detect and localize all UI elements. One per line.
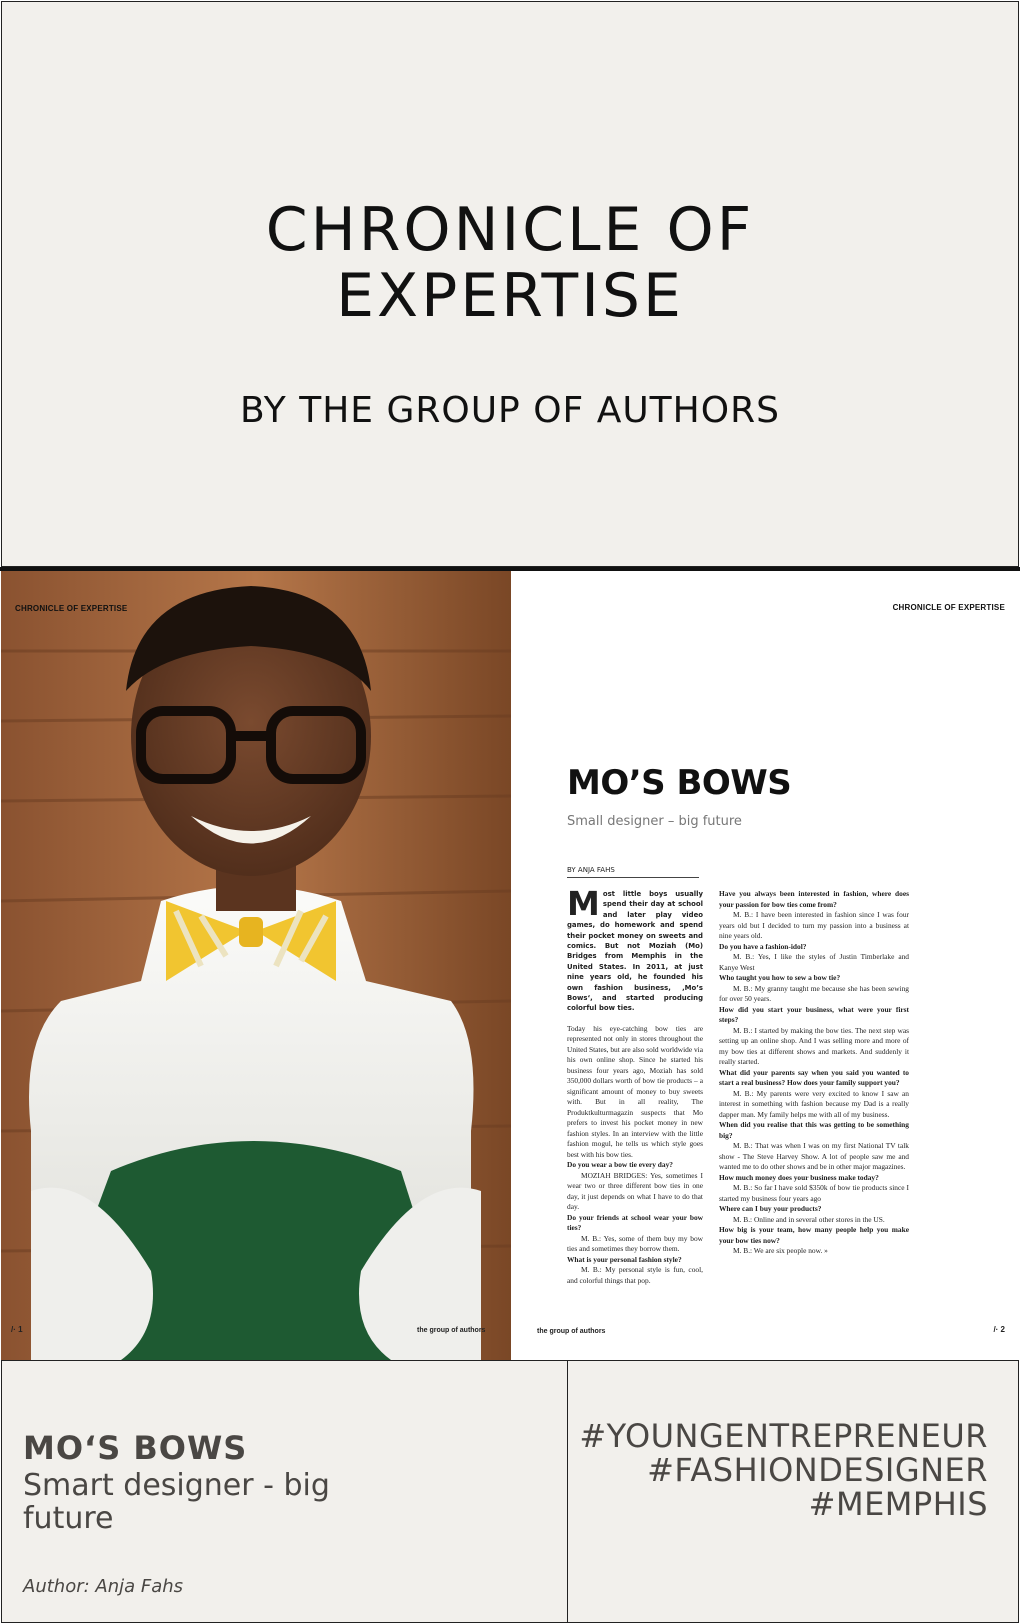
running-head-left: CHRONICLE OF EXPERTISE [15,604,128,613]
running-head-right: CHRONICLE OF EXPERTISE [892,603,1005,612]
cover-title: CHRONICLE OF EXPERTISE [265,195,755,331]
magazine-spread [1,571,1019,1360]
page-number-left: /· 1 [11,1325,23,1334]
cover-subtitle: BY THE GROUP OF AUTHORS [240,390,780,431]
article-subtitle: Small designer – big future [567,814,742,829]
interview-question: Do you have a fashion-idol? [719,941,807,951]
hashtag: #MEMPHIS [808,1485,988,1523]
cover-panel [1,1,1019,567]
text-page [511,571,1019,1360]
interview-question: How big is your team, how many people help you make your bow ties now? [719,1225,909,1245]
page-number-right: /· 2 [993,1325,1005,1334]
interview-answer: M. B.: My parents were very excited to know I saw an interest in something with fashion because my Dad is a really dapper man. My family helps me with all of my business. [719,1088,909,1119]
interview-answer: M. B.: So far I have sold $350k of bow tie products since I started my business four years ago [719,1183,909,1203]
info-author: Author: Anja Fahs [23,1576,184,1597]
interview-question: Who taught you how to sew a bow tie? [719,973,841,982]
interview-answer: M. B.: Yes, I like the styles of Justin Timberlake and Kanye West [719,952,909,972]
article-column-2 [719,889,909,1257]
interview-question: What is your personal fashion style? [567,1254,682,1264]
interview-question: What did your parents say when you said you wanted to start a real business? How does your family support you? [719,1067,909,1087]
hashtag: #YOUNGENTREPRENEUR [579,1417,988,1455]
footer-right: the group of authors [537,1328,606,1335]
column-1-body [567,1024,703,1287]
article-byline: BY ANJA FAHS [567,866,615,874]
body-paragraph: Today his eye-catching bow ties are represented not only in stores throughout the United States, but are also sold worldwide via his own online shop. Since he started his business four years ago, Moziah has sold 350,000 dollars worth of bow tie products – a significant amount of money to buy sweets with. But in all reality, The Produktkulturmagazin suspects that Mo prefers to invest his pocket money in new fashion styles. In an interview with the little fashion mogul, he tells us which style goes best with his bow ties. [567,1023,703,1159]
interview-answer: M. B.: We are six people now. » [733,1246,828,1255]
column-2-body [719,889,909,1257]
interview-answer: M. B.: Online and in several other stores in the US. [733,1214,885,1224]
interview-answer: M. B.: I have been interested in fashion since I was four years old but I decided to turn my passion into a business at nine years old. [719,910,909,940]
info-subtitle: Smart designer - big future [23,1468,330,1536]
footer-left: the group of authors [417,1327,486,1334]
hashtag: #FASHIONDESIGNER [647,1451,988,1489]
hashtag-panel [567,1360,1019,1623]
interview-question: How much money does your business make today? [719,1172,879,1182]
interview-answer: M. B.: That was when I was on my first National TV talk show - The Steve Harvey Show. A lot of people saw me and wanted me to do other shows and be in other major magazines. [719,1141,909,1171]
article-lead [567,884,703,1014]
article-title: MO’S BOWS [567,763,792,803]
interview-answer: M. B.: I started by making the bow ties. The next step was setting up an online shop. And I was selling more and more of my bow ties at different shows and markets. And suddenly it really started. [719,1025,909,1066]
interview-answer: M. B.: My personal style is fun, cool, and colorful things that pop. [567,1265,703,1285]
info-title: MO‘S BOWS [23,1429,248,1467]
interview-question: Have you always been interested in fashion, where does your passion for bow ties come from? [719,889,909,909]
interview-question: Where can I buy your products? [719,1204,822,1213]
interview-answer: M. B.: Yes, some of them buy my bow ties and sometimes they borrow them. [567,1233,703,1254]
interview-question: Do you wear a bow tie every day? [567,1160,673,1170]
lead-text: ost little boys usually spend their day at school and later play video games, do homework and spend their pocket money on sweets and comics. But not Moziah (Mo) Bridges from Memphis in the United States. In 2011, at just nine years old, he founded his own fashion business, ‚Mo’s Bows‘, and started producing colorful bow ties. [567,890,703,1013]
interview-answer: MOZIAH BRIDGES: Yes, sometimes I wear two or three different bow ties in one day, it just depends on what I have to do that day. [567,1170,703,1212]
interview-question: How did you start your business, what were your first steps? [719,1004,909,1024]
byline-rule [567,877,699,878]
portrait-photo [1,571,511,1360]
article-info-panel [1,1360,568,1623]
article-column-1 [567,884,703,1286]
interview-question: When did you realise that this was getting to be something big? [719,1120,909,1140]
interview-question: Do your friends at school wear your bow ties? [567,1212,703,1233]
photo-page [1,571,511,1360]
drop-cap: M [567,884,600,923]
hashtag-list [579,1419,988,1521]
interview-answer: M. B.: My granny taught me because she has been sewing for over 50 years. [719,983,909,1003]
